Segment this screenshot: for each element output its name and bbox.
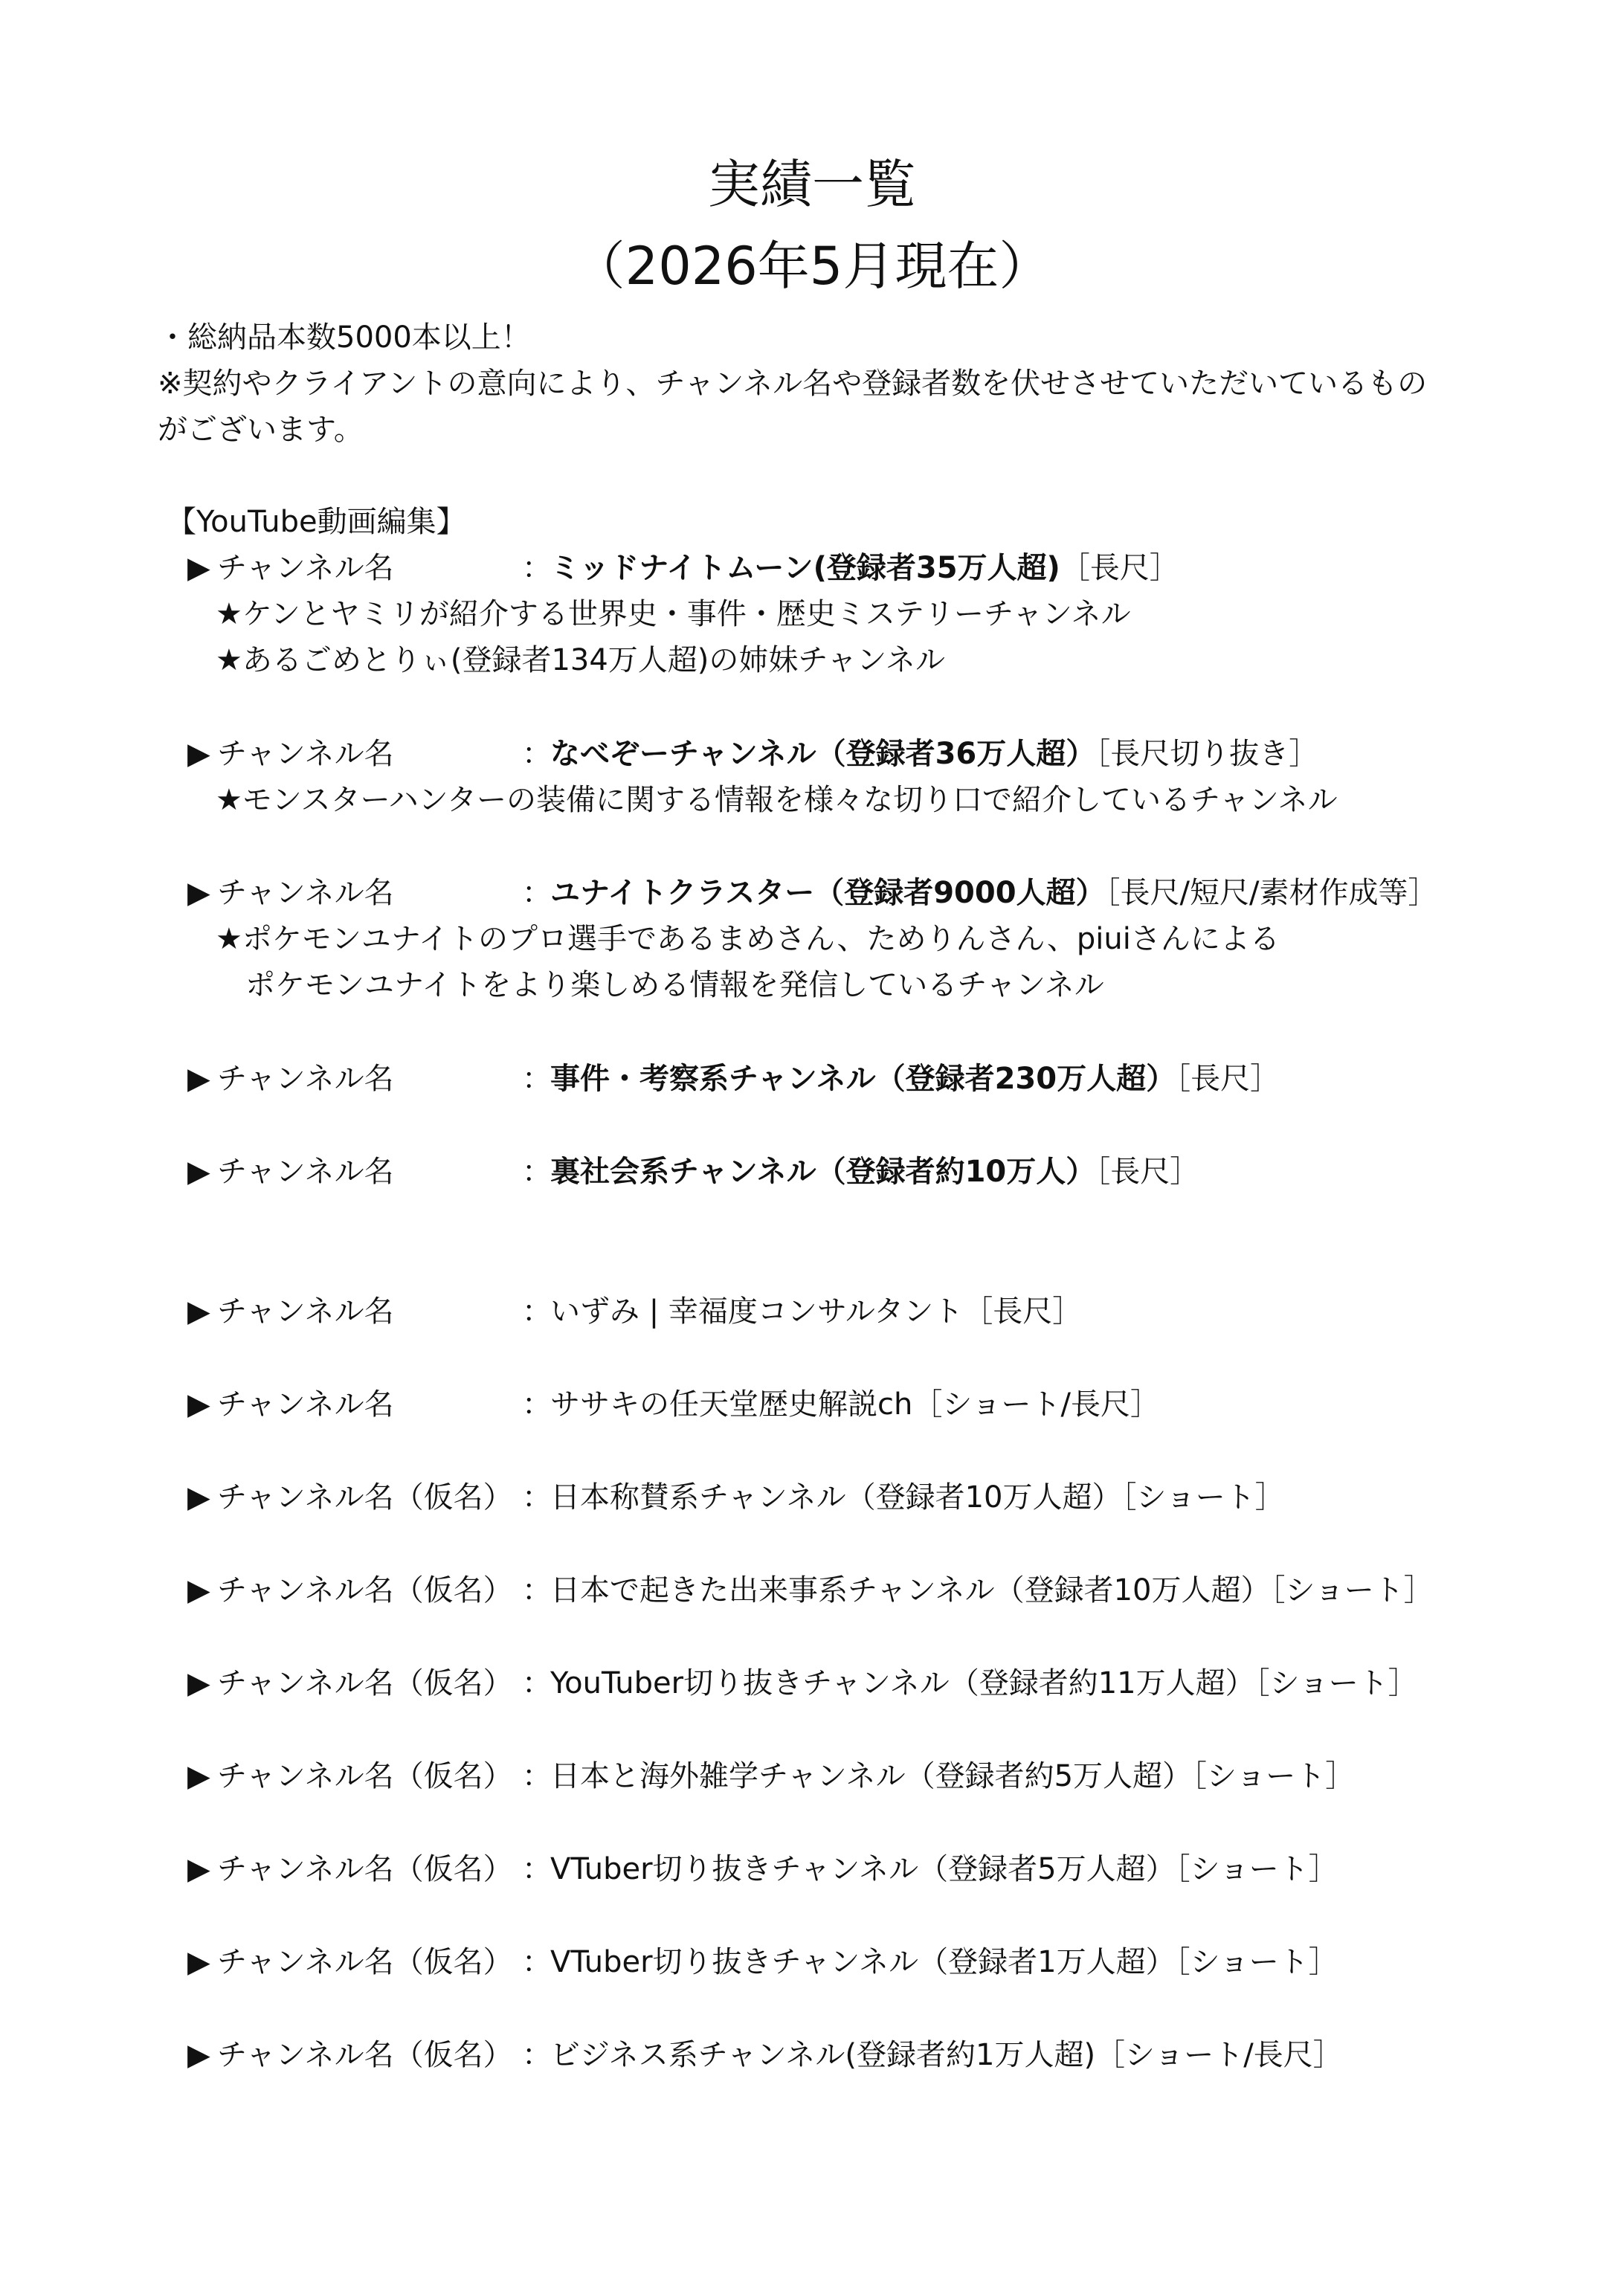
- channel-label: チャンネル名: [217, 1155, 394, 1189]
- colon: ：: [522, 1480, 552, 1515]
- channel-entry: [187, 874, 1438, 912]
- channel-entry: [187, 1757, 1356, 1796]
- colon: ：: [522, 1666, 552, 1700]
- channel-tag: ［長尺］: [1176, 1062, 1280, 1096]
- colon: ：: [522, 1945, 552, 1979]
- channel-tag: ［長尺/短尺/素材作成等］: [1105, 876, 1438, 910]
- channel-label: チャンネル名（仮名）: [217, 1480, 513, 1515]
- page-subtitle-date: （2026年5月現在）: [573, 236, 1051, 297]
- colon: ：: [522, 2038, 552, 2072]
- triangle-marker-icon: ▶: [187, 1759, 210, 1793]
- channel-value: ビジネス系チャンネル(登録者約1万人超)［ショート/長尺］: [550, 2038, 1343, 2072]
- channel-label: チャンネル名: [217, 737, 394, 771]
- channel-name: ミッドナイトムーン(登録者35万人超): [550, 551, 1060, 585]
- triangle-marker-icon: ▶: [187, 1062, 210, 1096]
- channel-tag: ［長尺］: [1095, 1155, 1200, 1189]
- colon: ：: [522, 737, 552, 771]
- channel-label: チャンネル名（仮名）: [217, 1945, 513, 1979]
- channel-note: ★ケンとヤミリが紹介する世界史・事件・歴史ミステリーチャンネル: [216, 597, 1131, 631]
- channel-entry: [187, 1664, 1418, 1703]
- channel-label: チャンネル名（仮名）: [217, 2038, 513, 2072]
- channel-label: チャンネル名（仮名）: [217, 1666, 513, 1700]
- colon: ：: [522, 876, 552, 910]
- page-title: 実績一覧: [708, 154, 916, 215]
- channel-note: ★モンスターハンターの装備に関する情報を様々な切り口で紹介しているチャンネル: [216, 783, 1338, 817]
- channel-note: ポケモンユナイトをより楽しめる情報を発信しているチャンネル: [245, 968, 1104, 1002]
- triangle-marker-icon: ▶: [187, 2038, 210, 2072]
- channel-value: 日本称賛系チャンネル（登録者10万人超）［ショート］: [550, 1480, 1285, 1515]
- channel-label: チャンネル名（仮名）: [217, 1759, 513, 1793]
- channel-entry: [187, 1571, 1434, 1610]
- triangle-marker-icon: ▶: [187, 1573, 210, 1607]
- channel-label: チャンネル名: [217, 1387, 394, 1422]
- total-deliveries-text: ・総納品本数5000本以上！: [158, 320, 531, 355]
- channel-entry: [187, 1850, 1338, 1889]
- channel-value: いずみ | 幸福度コンサルタント［長尺］: [550, 1294, 1083, 1329]
- colon: ：: [522, 1155, 552, 1189]
- triangle-marker-icon: ▶: [187, 1945, 210, 1979]
- triangle-marker-icon: ▶: [187, 876, 210, 910]
- triangle-marker-icon: ▶: [187, 1852, 210, 1886]
- triangle-marker-icon: ▶: [187, 1155, 210, 1189]
- channel-label: チャンネル名: [217, 1294, 394, 1329]
- channel-entry: [187, 1152, 1200, 1191]
- channel-value: 日本で起きた出来事系チャンネル（登録者10万人超）［ショート］: [550, 1573, 1434, 1607]
- triangle-marker-icon: ▶: [187, 1480, 210, 1515]
- channel-entry: [187, 1060, 1280, 1098]
- colon: ：: [522, 1573, 552, 1607]
- channel-label: チャンネル名: [217, 551, 394, 585]
- channel-name: なべぞーチャンネル（登録者36万人超）: [550, 737, 1096, 771]
- channel-tag: ［長尺切り抜き］: [1095, 737, 1319, 771]
- colon: ：: [522, 551, 552, 585]
- colon: ：: [522, 1062, 552, 1096]
- triangle-marker-icon: ▶: [187, 551, 210, 585]
- channel-entry: [187, 1478, 1285, 1517]
- triangle-marker-icon: ▶: [187, 1387, 210, 1422]
- channel-label: チャンネル名: [217, 1062, 394, 1096]
- colon: ：: [522, 1294, 552, 1329]
- channel-entry: [187, 1385, 1161, 1424]
- triangle-marker-icon: ▶: [187, 737, 210, 771]
- disclaimer-line-1: ※契約やクライアントの意向により、チャンネル名や登録者数を伏せさせていただいているもの: [158, 367, 1428, 401]
- colon: ：: [522, 1387, 552, 1422]
- channel-name: ユナイトクラスター（登録者9000人超）: [550, 876, 1106, 910]
- section-heading: 【YouTube動画編集】: [167, 505, 466, 539]
- channel-note: ★あるごめとりぃ(登録者134万人超)の姉妹チャンネル: [216, 643, 946, 677]
- channel-label: チャンネル名（仮名）: [217, 1573, 513, 1607]
- channel-value: VTuber切り抜きチャンネル（登録者5万人超）［ショート］: [550, 1852, 1338, 1886]
- disclaimer-line-2: がございます。: [158, 413, 364, 447]
- colon: ：: [522, 1759, 552, 1793]
- channel-label: チャンネル名（仮名）: [217, 1852, 513, 1886]
- channel-entry: [187, 1292, 1083, 1331]
- channel-entry: [187, 549, 1179, 587]
- channel-entry: [187, 735, 1319, 773]
- channel-value: VTuber切り抜きチャンネル（登録者1万人超）［ショート］: [550, 1945, 1338, 1979]
- triangle-marker-icon: ▶: [187, 1666, 210, 1700]
- channel-name: 裏社会系チャンネル（登録者約10万人）: [550, 1155, 1096, 1189]
- channel-name: 事件・考察系チャンネル（登録者230万人超）: [550, 1062, 1176, 1096]
- channel-value: ササキの任天堂歴史解説ch［ショート/長尺］: [550, 1387, 1161, 1422]
- channel-value: YouTuber切り抜きチャンネル（登録者約11万人超）［ショート］: [550, 1666, 1418, 1700]
- channel-entry: [187, 1943, 1338, 1981]
- channel-entry: [187, 2036, 1343, 2074]
- channel-tag: ［長尺］: [1060, 551, 1179, 585]
- channel-note: ★ポケモンユナイトのプロ選手であるまめさん、ためりんさん、piuiさんによる: [216, 922, 1280, 956]
- colon: ：: [522, 1852, 552, 1886]
- channel-label: チャンネル名: [217, 876, 394, 910]
- triangle-marker-icon: ▶: [187, 1294, 210, 1329]
- channel-value: 日本と海外雑学チャンネル（登録者約5万人超）［ショート］: [550, 1759, 1356, 1793]
